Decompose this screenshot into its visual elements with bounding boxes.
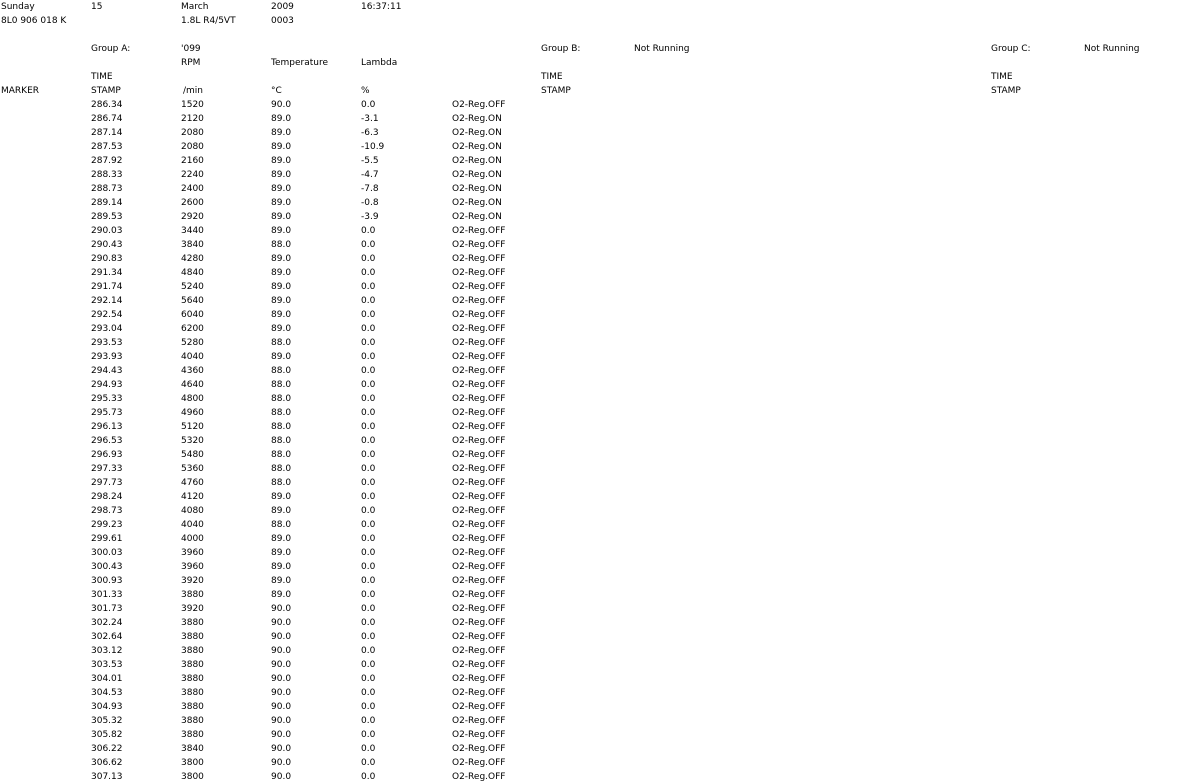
- time-stamp-cell: 288.73: [91, 184, 123, 194]
- lambda-cell: 0.0: [361, 604, 376, 614]
- col-rpm-header: RPM: [181, 58, 201, 68]
- time-stamp-cell: 290.43: [91, 240, 123, 250]
- lambda-cell: 0.0: [361, 506, 376, 516]
- lambda-cell: 0.0: [361, 772, 376, 782]
- temperature-cell: 88.0: [271, 366, 292, 376]
- o2-reg-status-cell: O2-Reg.OFF: [452, 464, 506, 474]
- lambda-cell: -10.9: [361, 142, 385, 152]
- o2-reg-status-cell: O2-Reg.ON: [452, 212, 502, 222]
- lambda-cell: 0.0: [361, 422, 376, 432]
- lambda-cell: 0.0: [361, 674, 376, 684]
- header-year: 2009: [271, 2, 294, 12]
- rpm-cell: 5320: [181, 436, 204, 446]
- time-stamp-cell: 287.92: [91, 156, 123, 166]
- time-stamp-cell: 304.93: [91, 702, 123, 712]
- o2-reg-status-cell: O2-Reg.ON: [452, 184, 502, 194]
- rpm-cell: 3880: [181, 730, 204, 740]
- rpm-cell: 4760: [181, 478, 204, 488]
- rpm-cell: 3440: [181, 226, 204, 236]
- rpm-cell: 4800: [181, 394, 204, 404]
- temperature-cell: 90.0: [271, 660, 292, 670]
- temperature-cell: 88.0: [271, 380, 292, 390]
- rpm-cell: 4280: [181, 254, 204, 264]
- rpm-cell: 4120: [181, 492, 204, 502]
- header-time: 16:37:11: [361, 2, 402, 12]
- o2-reg-status-cell: O2-Reg.OFF: [452, 310, 506, 320]
- lambda-cell: 0.0: [361, 758, 376, 768]
- lambda-cell: -7.8: [361, 184, 379, 194]
- temperature-cell: 89.0: [271, 548, 292, 558]
- time-stamp-cell: 300.03: [91, 548, 123, 558]
- header-engine: 1.8L R4/5VT: [181, 16, 236, 26]
- lambda-cell: 0.0: [361, 254, 376, 264]
- o2-reg-status-cell: O2-Reg.OFF: [452, 338, 506, 348]
- temperature-cell: 89.0: [271, 198, 292, 208]
- temperature-cell: 88.0: [271, 478, 292, 488]
- o2-reg-status-cell: O2-Reg.OFF: [452, 534, 506, 544]
- rpm-cell: 3880: [181, 632, 204, 642]
- rpm-cell: 1520: [181, 100, 204, 110]
- group-b-time-label: TIME: [541, 72, 563, 82]
- lambda-cell: 0.0: [361, 366, 376, 376]
- temperature-cell: 89.0: [271, 254, 292, 264]
- temperature-cell: 90.0: [271, 758, 292, 768]
- lambda-cell: 0.0: [361, 520, 376, 530]
- rpm-cell: 4040: [181, 520, 204, 530]
- o2-reg-status-cell: O2-Reg.OFF: [452, 660, 506, 670]
- o2-reg-status-cell: O2-Reg.OFF: [452, 772, 506, 782]
- lambda-cell: 0.0: [361, 338, 376, 348]
- temperature-cell: 88.0: [271, 450, 292, 460]
- lambda-cell: 0.0: [361, 646, 376, 656]
- o2-reg-status-cell: O2-Reg.OFF: [452, 548, 506, 558]
- lambda-cell: 0.0: [361, 548, 376, 558]
- group-b-label: Group B:: [541, 44, 581, 54]
- header-part-number: 8L0 906 018 K: [1, 16, 67, 26]
- lambda-cell: 0.0: [361, 562, 376, 572]
- group-c-label: Group C:: [991, 44, 1031, 54]
- group-a-time-label: TIME: [91, 72, 113, 82]
- o2-reg-status-cell: O2-Reg.OFF: [452, 240, 506, 250]
- time-stamp-cell: 287.53: [91, 142, 123, 152]
- temperature-cell: 89.0: [271, 128, 292, 138]
- lambda-cell: 0.0: [361, 324, 376, 334]
- temperature-cell: 89.0: [271, 562, 292, 572]
- lambda-cell: 0.0: [361, 408, 376, 418]
- rpm-cell: 4360: [181, 366, 204, 376]
- time-stamp-cell: 300.93: [91, 576, 123, 586]
- lambda-cell: 0.0: [361, 618, 376, 628]
- rpm-cell: 2080: [181, 128, 204, 138]
- col-lambda-header: Lambda: [361, 58, 398, 68]
- temperature-cell: 88.0: [271, 436, 292, 446]
- lambda-cell: 0.0: [361, 394, 376, 404]
- time-stamp-cell: 299.61: [91, 534, 123, 544]
- temperature-cell: 88.0: [271, 408, 292, 418]
- time-stamp-cell: 296.93: [91, 450, 123, 460]
- time-stamp-cell: 298.73: [91, 506, 123, 516]
- group-c-status: Not Running: [1084, 44, 1140, 54]
- rpm-cell: 3840: [181, 744, 204, 754]
- o2-reg-status-cell: O2-Reg.OFF: [452, 282, 506, 292]
- temperature-cell: 89.0: [271, 156, 292, 166]
- temperature-cell: 89.0: [271, 310, 292, 320]
- lambda-cell: 0.0: [361, 688, 376, 698]
- o2-reg-status-cell: O2-Reg.OFF: [452, 436, 506, 446]
- lambda-cell: 0.0: [361, 478, 376, 488]
- rpm-cell: 2160: [181, 156, 204, 166]
- rpm-cell: 4840: [181, 268, 204, 278]
- temperature-cell: 90.0: [271, 688, 292, 698]
- o2-reg-status-cell: O2-Reg.ON: [452, 114, 502, 124]
- rpm-cell: 3840: [181, 240, 204, 250]
- time-stamp-cell: 292.54: [91, 310, 123, 320]
- group-b-stamp-label: STAMP: [541, 86, 571, 96]
- o2-reg-status-cell: O2-Reg.OFF: [452, 716, 506, 726]
- o2-reg-status-cell: O2-Reg.OFF: [452, 562, 506, 572]
- temperature-cell: 89.0: [271, 576, 292, 586]
- time-stamp-cell: 297.73: [91, 478, 123, 488]
- temperature-cell: 89.0: [271, 226, 292, 236]
- o2-reg-status-cell: O2-Reg.OFF: [452, 450, 506, 460]
- o2-reg-status-cell: O2-Reg.OFF: [452, 380, 506, 390]
- time-stamp-cell: 288.33: [91, 170, 123, 180]
- lambda-cell: 0.0: [361, 534, 376, 544]
- lambda-cell: 0.0: [361, 716, 376, 726]
- group-c-stamp-label: STAMP: [991, 86, 1021, 96]
- time-stamp-cell: 301.33: [91, 590, 123, 600]
- rpm-cell: 5240: [181, 282, 204, 292]
- lambda-cell: 0.0: [361, 632, 376, 642]
- o2-reg-status-cell: O2-Reg.OFF: [452, 296, 506, 306]
- time-stamp-cell: 286.74: [91, 114, 123, 124]
- lambda-cell: 0.0: [361, 380, 376, 390]
- time-stamp-cell: 298.24: [91, 492, 123, 502]
- rpm-cell: 3880: [181, 618, 204, 628]
- rpm-cell: 2920: [181, 212, 204, 222]
- o2-reg-status-cell: O2-Reg.OFF: [452, 478, 506, 488]
- time-stamp-cell: 291.74: [91, 282, 123, 292]
- temperature-cell: 90.0: [271, 702, 292, 712]
- rpm-cell: 5360: [181, 464, 204, 474]
- rpm-cell: 3880: [181, 646, 204, 656]
- o2-reg-status-cell: O2-Reg.OFF: [452, 702, 506, 712]
- temperature-cell: 89.0: [271, 184, 292, 194]
- time-stamp-cell: 303.12: [91, 646, 123, 656]
- rpm-cell: 2600: [181, 198, 204, 208]
- time-stamp-cell: 302.24: [91, 618, 123, 628]
- lambda-cell: 0.0: [361, 240, 376, 250]
- temperature-cell: 90.0: [271, 730, 292, 740]
- temperature-cell: 89.0: [271, 142, 292, 152]
- temperature-cell: 89.0: [271, 268, 292, 278]
- o2-reg-status-cell: O2-Reg.OFF: [452, 366, 506, 376]
- o2-reg-status-cell: O2-Reg.ON: [452, 156, 502, 166]
- o2-reg-status-cell: O2-Reg.OFF: [452, 576, 506, 586]
- rpm-cell: 3880: [181, 702, 204, 712]
- time-stamp-cell: 301.73: [91, 604, 123, 614]
- lambda-cell: 0.0: [361, 296, 376, 306]
- time-stamp-cell: 293.04: [91, 324, 123, 334]
- temperature-cell: 89.0: [271, 506, 292, 516]
- temperature-cell: 89.0: [271, 352, 292, 362]
- time-stamp-cell: 293.93: [91, 352, 123, 362]
- temperature-cell: 89.0: [271, 170, 292, 180]
- temperature-cell: 88.0: [271, 422, 292, 432]
- o2-reg-status-cell: O2-Reg.OFF: [452, 422, 506, 432]
- lambda-cell: 0.0: [361, 310, 376, 320]
- rpm-cell: 3920: [181, 604, 204, 614]
- o2-reg-status-cell: O2-Reg.ON: [452, 198, 502, 208]
- time-stamp-cell: 291.34: [91, 268, 123, 278]
- lambda-cell: 0.0: [361, 730, 376, 740]
- rpm-cell: 3800: [181, 758, 204, 768]
- time-stamp-cell: 294.43: [91, 366, 123, 376]
- rpm-cell: 3880: [181, 716, 204, 726]
- rpm-cell: 5280: [181, 338, 204, 348]
- lambda-cell: 0.0: [361, 744, 376, 754]
- o2-reg-status-cell: O2-Reg.OFF: [452, 506, 506, 516]
- time-stamp-cell: 306.22: [91, 744, 123, 754]
- rpm-cell: 4960: [181, 408, 204, 418]
- rpm-cell: 6040: [181, 310, 204, 320]
- rpm-cell: 3880: [181, 660, 204, 670]
- temperature-cell: 90.0: [271, 604, 292, 614]
- rpm-cell: 4040: [181, 352, 204, 362]
- time-stamp-cell: 292.14: [91, 296, 123, 306]
- temperature-cell: 89.0: [271, 324, 292, 334]
- temperature-cell: 90.0: [271, 646, 292, 656]
- temperature-cell: 89.0: [271, 534, 292, 544]
- temperature-cell: 90.0: [271, 632, 292, 642]
- rpm-cell: 4640: [181, 380, 204, 390]
- header-month: March: [181, 2, 209, 12]
- time-stamp-cell: 295.73: [91, 408, 123, 418]
- unit-rpm: /min: [183, 86, 204, 96]
- temperature-cell: 89.0: [271, 492, 292, 502]
- o2-reg-status-cell: O2-Reg.OFF: [452, 520, 506, 530]
- o2-reg-status-cell: O2-Reg.OFF: [452, 268, 506, 278]
- temperature-cell: 89.0: [271, 282, 292, 292]
- o2-reg-status-cell: O2-Reg.OFF: [452, 730, 506, 740]
- time-stamp-cell: 289.53: [91, 212, 123, 222]
- rpm-cell: 3960: [181, 562, 204, 572]
- o2-reg-status-cell: O2-Reg.OFF: [452, 646, 506, 656]
- unit-lambda: %: [361, 86, 370, 96]
- rpm-cell: 5480: [181, 450, 204, 460]
- lambda-cell: 0.0: [361, 352, 376, 362]
- time-stamp-cell: 290.03: [91, 226, 123, 236]
- time-stamp-cell: 293.53: [91, 338, 123, 348]
- lambda-cell: -3.9: [361, 212, 379, 222]
- temperature-cell: 88.0: [271, 240, 292, 250]
- time-stamp-cell: 300.43: [91, 562, 123, 572]
- rpm-cell: 2080: [181, 142, 204, 152]
- group-a-stamp-label: STAMP: [91, 86, 121, 96]
- temperature-cell: 90.0: [271, 772, 292, 782]
- header-date: 15: [91, 2, 103, 12]
- lambda-cell: 0.0: [361, 436, 376, 446]
- o2-reg-status-cell: O2-Reg.OFF: [452, 352, 506, 362]
- time-stamp-cell: 304.01: [91, 674, 123, 684]
- temperature-cell: 88.0: [271, 520, 292, 530]
- rpm-cell: 3800: [181, 772, 204, 782]
- lambda-cell: -5.5: [361, 156, 379, 166]
- time-stamp-cell: 286.34: [91, 100, 123, 110]
- group-a-label: Group A:: [91, 44, 131, 54]
- time-stamp-cell: 296.53: [91, 436, 123, 446]
- time-stamp-cell: 297.33: [91, 464, 123, 474]
- rpm-cell: 3880: [181, 688, 204, 698]
- time-stamp-cell: 304.53: [91, 688, 123, 698]
- time-stamp-cell: 296.13: [91, 422, 123, 432]
- lambda-cell: 0.0: [361, 268, 376, 278]
- time-stamp-cell: 306.62: [91, 758, 123, 768]
- o2-reg-status-cell: O2-Reg.ON: [452, 142, 502, 152]
- temperature-cell: 88.0: [271, 338, 292, 348]
- rpm-cell: 2240: [181, 170, 204, 180]
- rpm-cell: 4000: [181, 534, 204, 544]
- lambda-cell: -6.3: [361, 128, 379, 138]
- lambda-cell: 0.0: [361, 226, 376, 236]
- o2-reg-status-cell: O2-Reg.OFF: [452, 632, 506, 642]
- col-temperature-header: Temperature: [271, 58, 329, 68]
- lambda-cell: -4.7: [361, 170, 379, 180]
- temperature-cell: 90.0: [271, 618, 292, 628]
- rpm-cell: 3960: [181, 548, 204, 558]
- o2-reg-status-cell: O2-Reg.ON: [452, 128, 502, 138]
- rpm-cell: 5640: [181, 296, 204, 306]
- temperature-cell: 88.0: [271, 464, 292, 474]
- o2-reg-status-cell: O2-Reg.OFF: [452, 100, 506, 110]
- time-stamp-cell: 307.13: [91, 772, 123, 782]
- header-day: Sunday: [1, 2, 35, 12]
- temperature-cell: 89.0: [271, 296, 292, 306]
- o2-reg-status-cell: O2-Reg.OFF: [452, 674, 506, 684]
- o2-reg-status-cell: O2-Reg.OFF: [452, 226, 506, 236]
- lambda-cell: 0.0: [361, 590, 376, 600]
- temperature-cell: 88.0: [271, 394, 292, 404]
- lambda-cell: 0.0: [361, 576, 376, 586]
- temperature-cell: 90.0: [271, 674, 292, 684]
- lambda-cell: 0.0: [361, 100, 376, 110]
- group-b-status: Not Running: [634, 44, 690, 54]
- rpm-cell: 2400: [181, 184, 204, 194]
- time-stamp-cell: 295.33: [91, 394, 123, 404]
- lambda-cell: 0.0: [361, 464, 376, 474]
- lambda-cell: 0.0: [361, 282, 376, 292]
- time-stamp-cell: 287.14: [91, 128, 123, 138]
- o2-reg-status-cell: O2-Reg.OFF: [452, 758, 506, 768]
- time-stamp-cell: 303.53: [91, 660, 123, 670]
- rpm-cell: 2120: [181, 114, 204, 124]
- temperature-cell: 89.0: [271, 590, 292, 600]
- rpm-cell: 6200: [181, 324, 204, 334]
- o2-reg-status-cell: O2-Reg.OFF: [452, 590, 506, 600]
- rpm-cell: 3880: [181, 590, 204, 600]
- lambda-cell: -3.1: [361, 114, 379, 124]
- rpm-cell: 5120: [181, 422, 204, 432]
- rpm-cell: 3920: [181, 576, 204, 586]
- time-stamp-cell: 302.64: [91, 632, 123, 642]
- lambda-cell: -0.8: [361, 198, 379, 208]
- o2-reg-status-cell: O2-Reg.OFF: [452, 604, 506, 614]
- rpm-cell: 4080: [181, 506, 204, 516]
- temperature-cell: 89.0: [271, 212, 292, 222]
- unit-temperature: °C: [271, 86, 282, 96]
- header-code: 0003: [271, 16, 294, 26]
- group-a-id: '099: [181, 44, 201, 54]
- time-stamp-cell: 294.93: [91, 380, 123, 390]
- o2-reg-status-cell: O2-Reg.OFF: [452, 688, 506, 698]
- rpm-cell: 3880: [181, 674, 204, 684]
- lambda-cell: 0.0: [361, 492, 376, 502]
- lambda-cell: 0.0: [361, 702, 376, 712]
- o2-reg-status-cell: O2-Reg.OFF: [452, 492, 506, 502]
- lambda-cell: 0.0: [361, 660, 376, 670]
- o2-reg-status-cell: O2-Reg.OFF: [452, 744, 506, 754]
- group-c-time-label: TIME: [991, 72, 1013, 82]
- o2-reg-status-cell: O2-Reg.OFF: [452, 254, 506, 264]
- o2-reg-status-cell: O2-Reg.OFF: [452, 618, 506, 628]
- time-stamp-cell: 289.14: [91, 198, 123, 208]
- temperature-cell: 90.0: [271, 716, 292, 726]
- time-stamp-cell: 290.83: [91, 254, 123, 264]
- o2-reg-status-cell: O2-Reg.OFF: [452, 324, 506, 334]
- temperature-cell: 89.0: [271, 114, 292, 124]
- temperature-cell: 90.0: [271, 744, 292, 754]
- o2-reg-status-cell: O2-Reg.OFF: [452, 394, 506, 404]
- time-stamp-cell: 305.82: [91, 730, 123, 740]
- time-stamp-cell: 299.23: [91, 520, 123, 530]
- marker-label: MARKER: [1, 86, 40, 96]
- time-stamp-cell: 305.32: [91, 716, 123, 726]
- o2-reg-status-cell: O2-Reg.ON: [452, 170, 502, 180]
- lambda-cell: 0.0: [361, 450, 376, 460]
- temperature-cell: 90.0: [271, 100, 292, 110]
- o2-reg-status-cell: O2-Reg.OFF: [452, 408, 506, 418]
